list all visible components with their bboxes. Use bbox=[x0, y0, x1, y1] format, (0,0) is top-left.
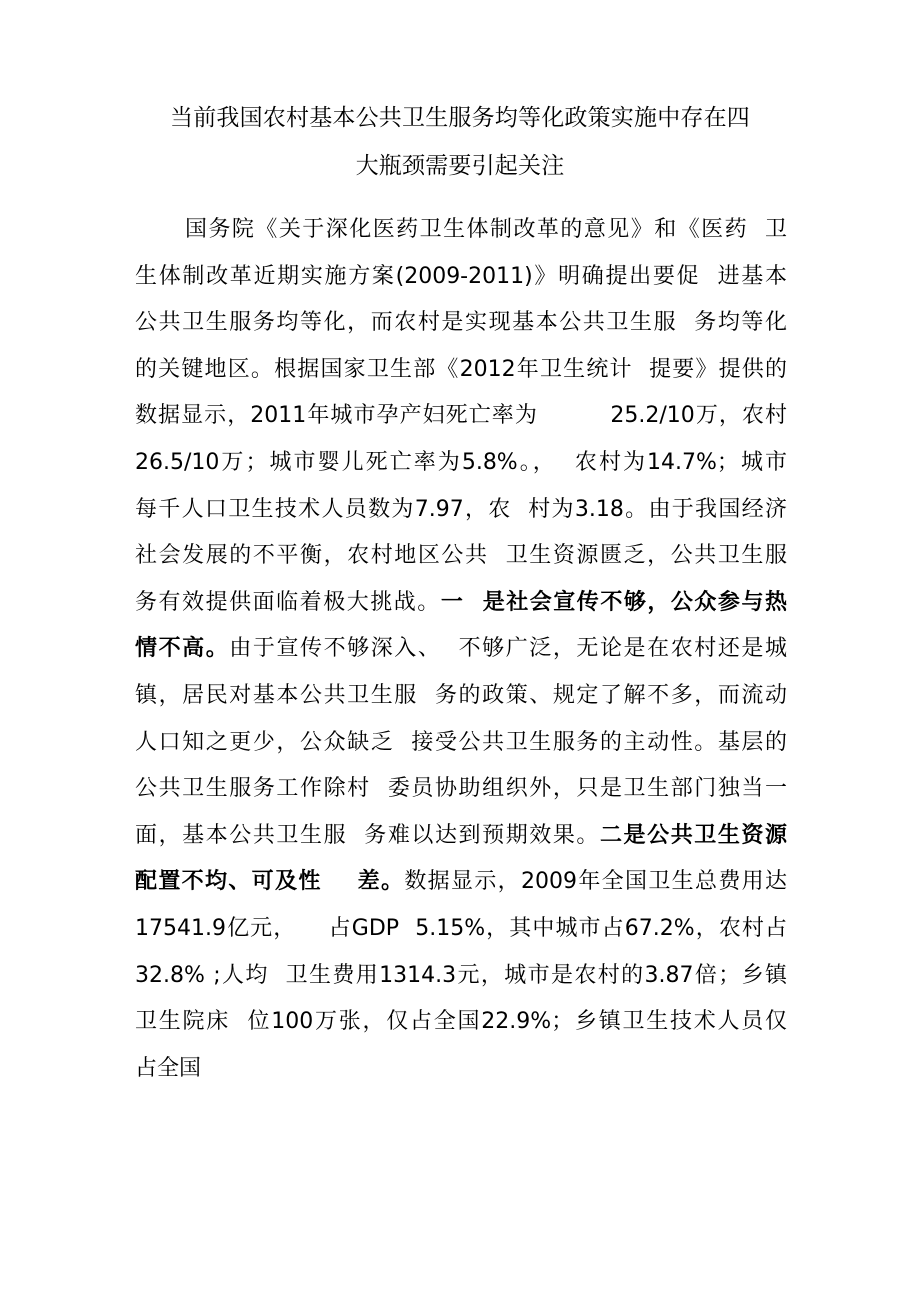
title-line-1: 当前我国农村基本公共卫生服务均等化政策实施中存在四 bbox=[170, 105, 750, 131]
body-line bbox=[135, 207, 787, 254]
text-run: 生体制改革近期实施方案(2009-2011)》明确提出要促 进基本 bbox=[135, 263, 787, 289]
text-run: 务有效提供面临着极大挑战。 bbox=[135, 589, 441, 615]
body-line bbox=[135, 720, 787, 767]
text-run: 数据显示，2011年城市孕产妇死亡率为 25.2/10万，农村 bbox=[135, 403, 787, 429]
text-run: 的关键地区。根据国家卫生部《2012年卫生统计 提要》提供的 bbox=[135, 356, 787, 382]
text-run: 面，基本公共卫生服 务难以达到预期效果。 bbox=[135, 822, 600, 848]
bold-heading-point-1: 一 是社会宣传不够，公众参与热 bbox=[440, 589, 787, 615]
text-run: 镇，居民对基本公共卫生服 务的政策、规定了解不多，而流动 bbox=[135, 682, 787, 708]
text-run: 公共卫生服务工作除村 委员协助组织外，只是卫生部门独当一 bbox=[135, 776, 787, 802]
body-line bbox=[135, 953, 787, 1000]
body-line bbox=[135, 813, 787, 860]
body-line bbox=[135, 626, 787, 673]
text-run: 卫生院床 位100万张，仅占全国22.9%；乡镇卫生技术人员仅 bbox=[135, 1009, 787, 1035]
body-line bbox=[135, 347, 787, 394]
body-line bbox=[135, 300, 787, 347]
body-line bbox=[135, 1046, 787, 1093]
body-line bbox=[135, 393, 787, 440]
text-run: 国务院《关于深化医药卫生体制改革的意见》和《医药 卫 bbox=[185, 217, 787, 242]
body-line bbox=[135, 766, 787, 813]
text-run: 数据显示，2009年全国卫生总费用达 bbox=[404, 869, 787, 895]
bold-heading-point-2-end: 配置不均、可及性 差。 bbox=[135, 869, 405, 895]
body-line bbox=[135, 999, 787, 1046]
body-line bbox=[135, 673, 787, 720]
document-title bbox=[0, 94, 920, 190]
bold-heading-point-1-end: 情不高。 bbox=[135, 636, 230, 662]
text-run: 每千人口卫生技术人员数为7.97，农 村为3.18。由于我国经济 bbox=[135, 496, 787, 522]
body-line bbox=[135, 580, 787, 627]
bold-heading-point-2: 二是公共卫生资源 bbox=[599, 822, 787, 848]
text-run: 公共卫生服务均等化，而农村是实现基本公共卫生服 务均等化 bbox=[135, 310, 787, 336]
document-body bbox=[135, 207, 787, 1092]
title-line-2: 大瓶颈需要引起关注 bbox=[355, 153, 565, 179]
text-run: 32.8% ;人均 卫生费用1314.3元，城市是农村的3.87倍；乡镇 bbox=[135, 962, 787, 988]
text-run: 26.5/10万；城市婴儿死亡率为5.8%。， 农村为14.7%；城市 bbox=[135, 449, 787, 475]
body-line bbox=[135, 859, 787, 906]
body-line bbox=[135, 906, 787, 953]
body-line bbox=[135, 487, 787, 534]
text-run: 17541.9亿元， 占GDP 5.15%，其中城市占67.2%，农村占 bbox=[135, 915, 787, 941]
body-line bbox=[135, 254, 787, 301]
body-line bbox=[135, 533, 787, 580]
text-run: 占全国 bbox=[135, 1055, 202, 1081]
body-line bbox=[135, 440, 787, 487]
text-run: 人口知之更少，公众缺乏 接受公共卫生服务的主动性。基层的 bbox=[135, 729, 787, 755]
text-run: 社会发展的不平衡，农村地区公共 卫生资源匮乏，公共卫生服 bbox=[135, 543, 787, 569]
text-run: 由于宣传不够深入、 不够广泛，无论是在农村还是城 bbox=[229, 636, 787, 662]
